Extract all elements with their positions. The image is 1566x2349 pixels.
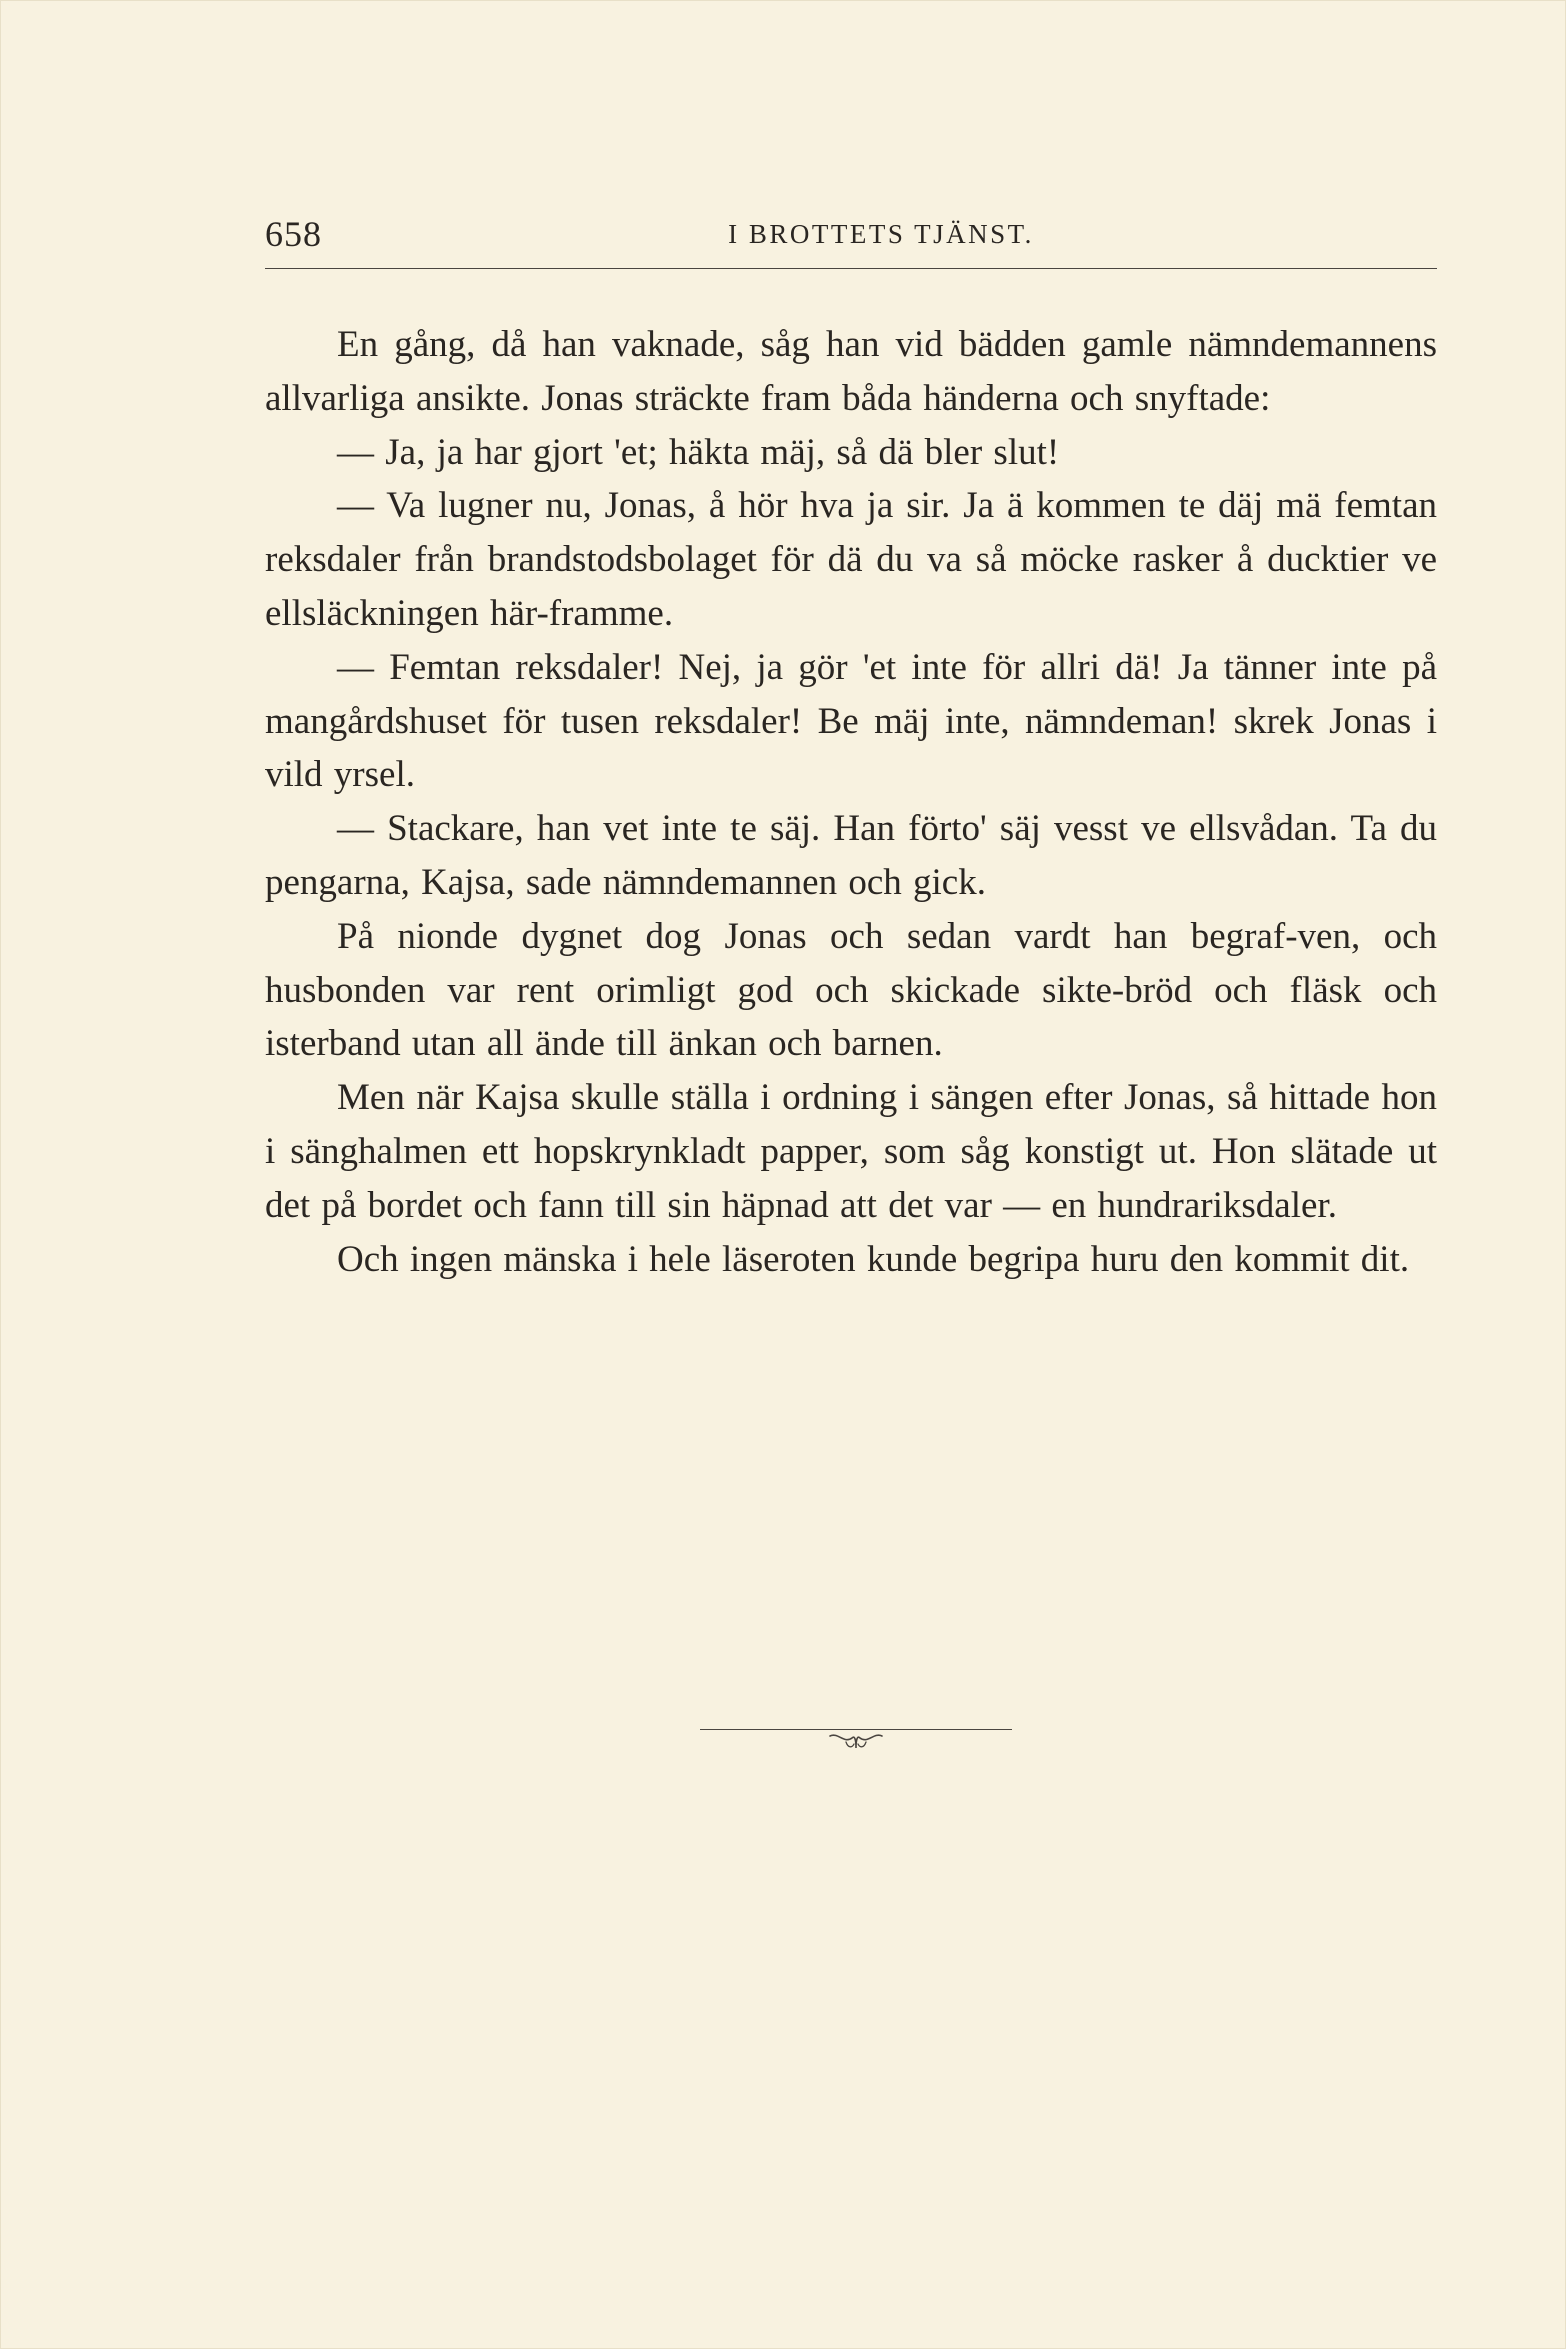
page-number: 658 — [265, 214, 322, 254]
body-text — [265, 318, 1437, 1286]
paragraph: — Ja, ja har gjort 'et; häkta mäj, så dä bler slut! — [337, 431, 1060, 473]
page-header — [265, 213, 1437, 263]
paragraph: — Femtan reksdaler! Nej, ja gör 'et inte för allri dä! Ja tänner inte på mangårdshuset för tusen reksdaler! Be mäj inte, nämndeman! skrek Jonas i vild yrsel. — [265, 646, 1437, 796]
paragraph: — Stackare, han vet inte te säj. Han förto' säj vesst ve ellsvådan. Ta du pengarna, Kajsa, sade nämndemannen och gick. — [265, 808, 1437, 903]
paragraph: En gång, då han vaknade, såg han vid bädden gamle nämndemannens allvarliga ansikte. Jonas sträckte fram båda händerna och snyftade: — [265, 324, 1437, 419]
paragraph: Men när Kajsa skulle ställa i ordning i sängen efter Jonas, så hittade hon i sänghalmen ett hopskrynkladt papper, som såg konstigt ut. Hon slätade ut det på bordet och fann till sin häpnad att det var — en hundrariksdaler. — [265, 1077, 1437, 1226]
paragraph: — Va lugner nu, Jonas, å hör hva ja sir. Ja ä kommen te däj mä femtan reksdaler från brandstodsbolaget för dä du va så möcke rasker å ducktier ve ellsläckningen här-framme. — [265, 485, 1437, 634]
ornament-icon — [826, 1730, 886, 1752]
paragraph: Och ingen mänska i hele läseroten kunde begripa huru den kommit dit. — [337, 1238, 1410, 1280]
running-head: I BROTTETS TJÄNST. — [728, 219, 1034, 249]
paragraph: På nionde dygnet dog Jonas och sedan vardt han begraf-ven, och husbonden var rent orimligt god och skickade sikte-bröd och fläsk och isterband utan all ände till änkan och barnen. — [265, 915, 1437, 1065]
header-rule — [265, 268, 1437, 269]
